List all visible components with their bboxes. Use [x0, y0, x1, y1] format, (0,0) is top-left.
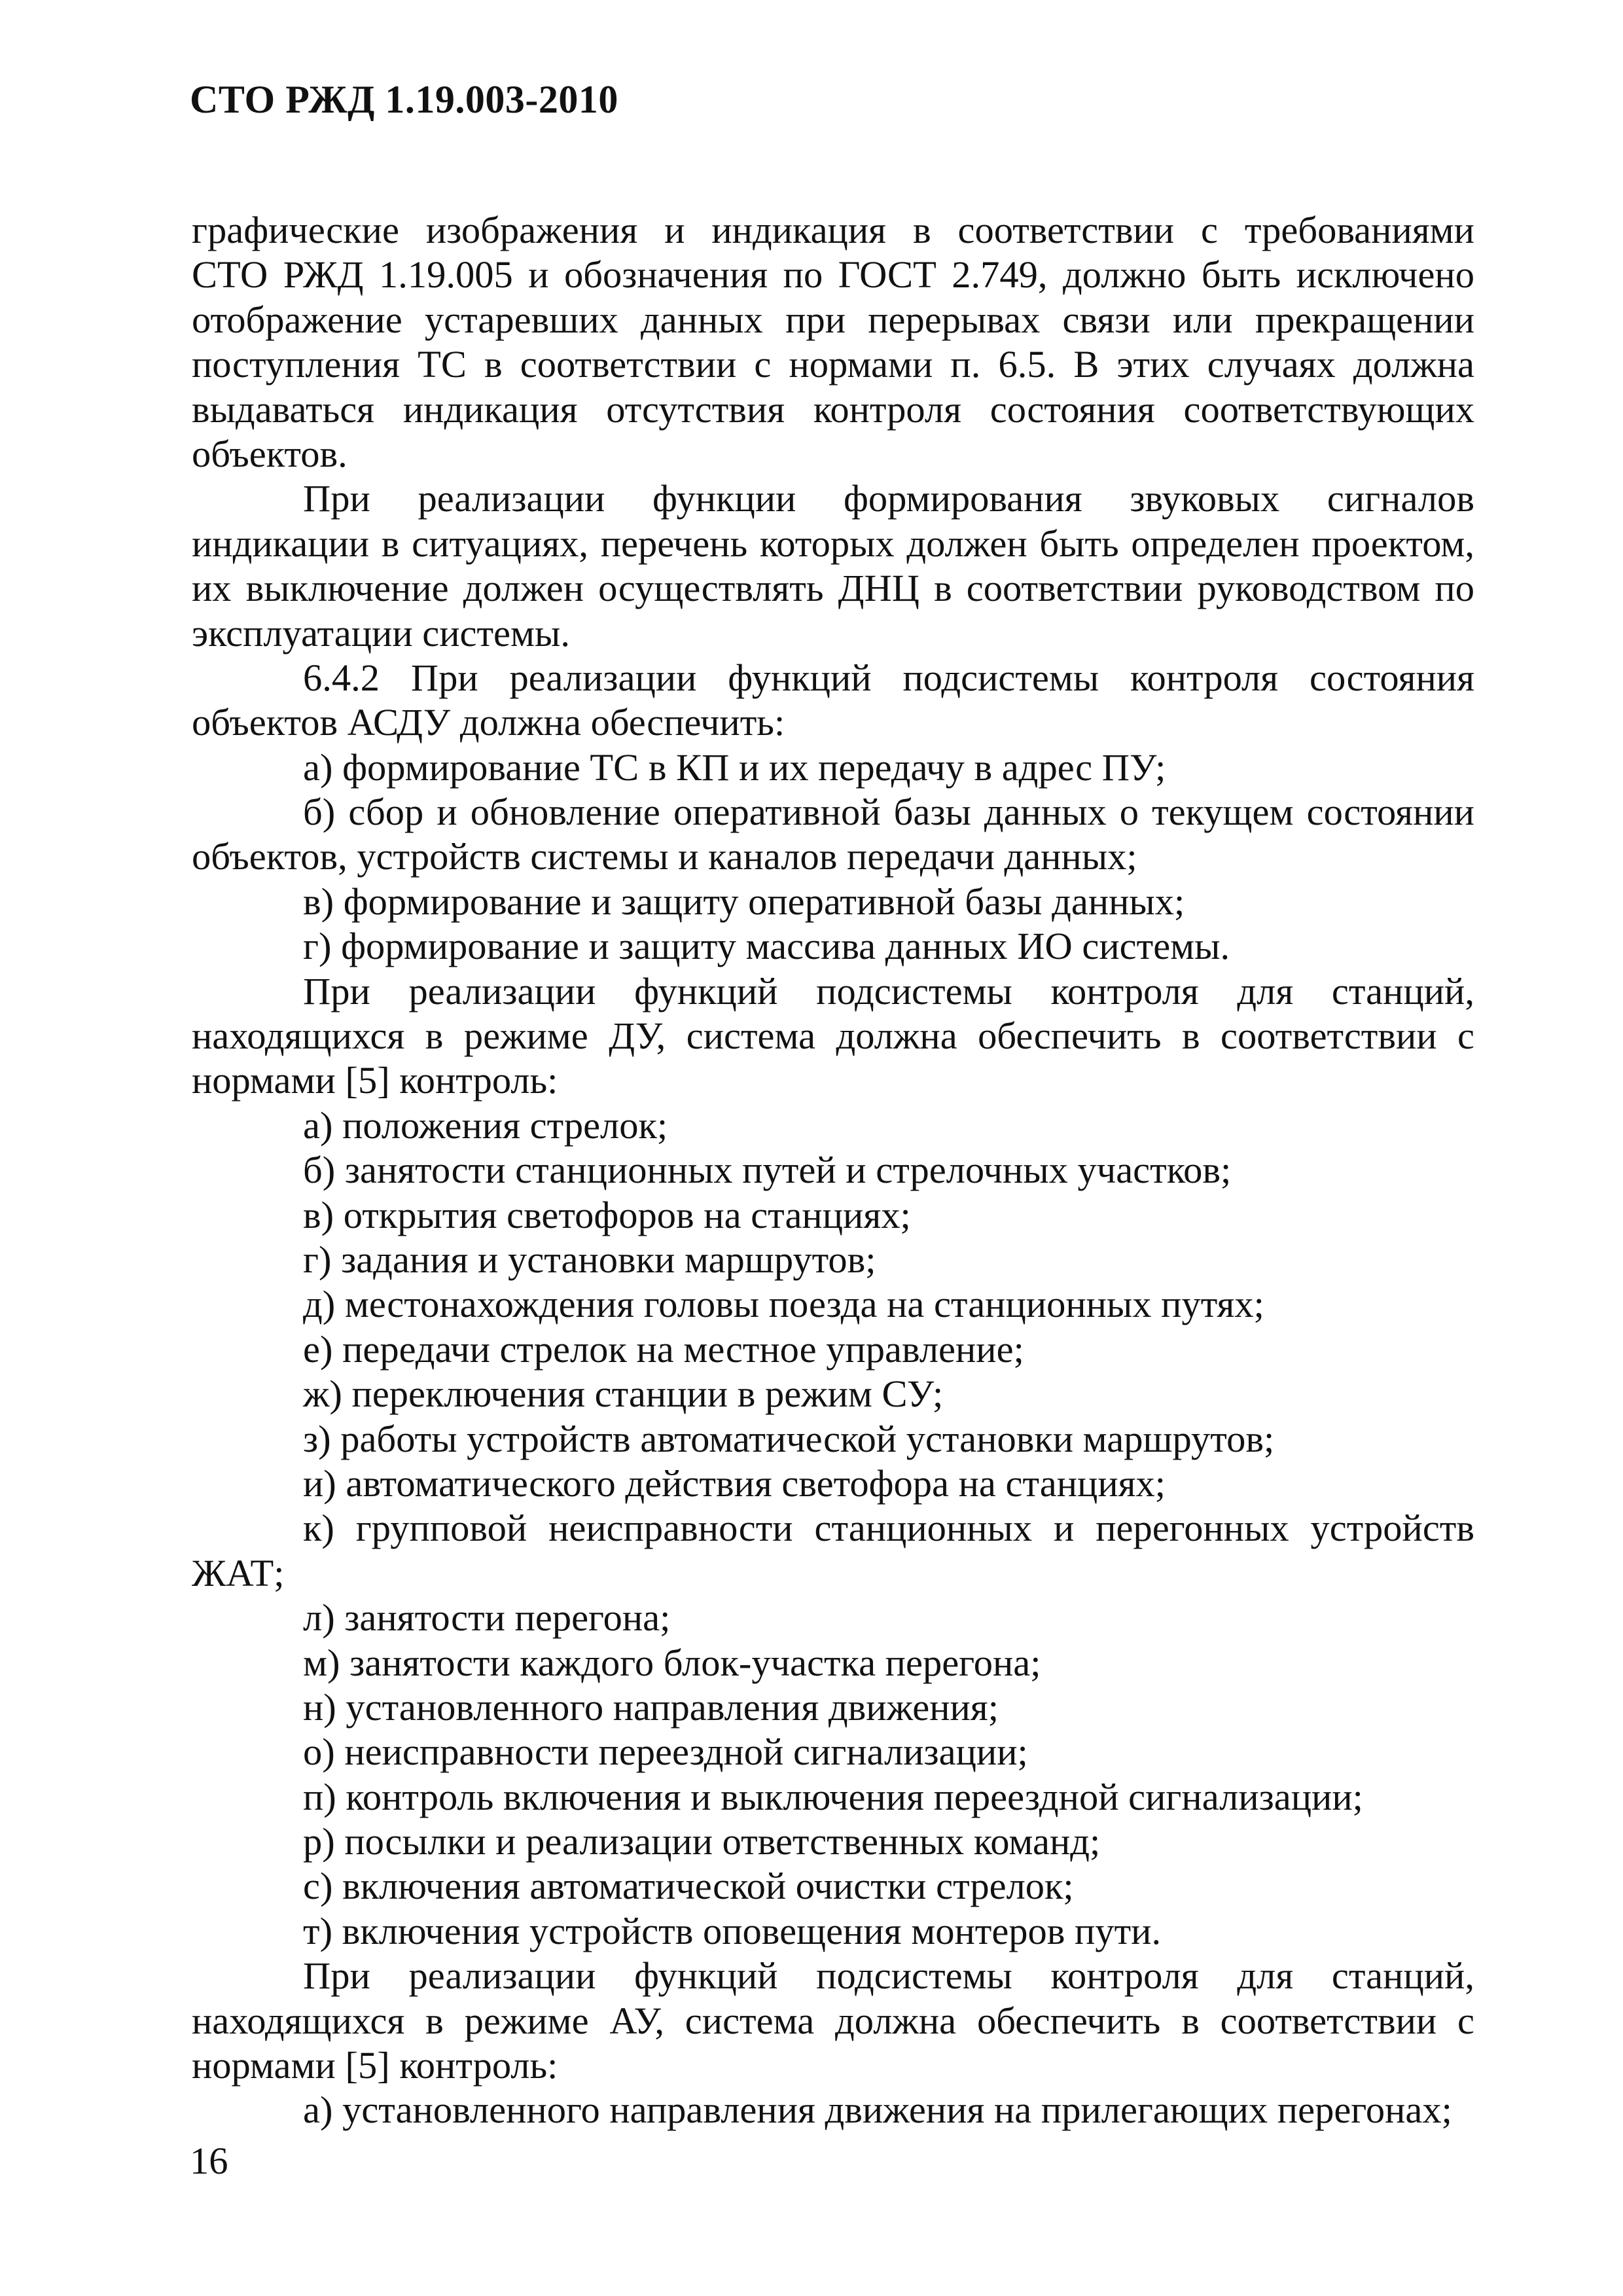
list-item: о) неисправности переездной сигнализации;: [303, 1731, 1028, 1774]
list-item: г) задания и установки маршрутов;: [303, 1238, 876, 1281]
text-line: выдаваться индикация отсутствия контроля состояния соответствующих: [192, 387, 1474, 431]
list-item: в) открытия светофоров на станциях;: [303, 1193, 911, 1236]
list-item: п) контроль включения и выключения переездной сигнализации;: [303, 1775, 1363, 1818]
list-item: р) посылки и реализации ответственных команд;: [303, 1820, 1101, 1863]
text-line: находящихся в режиме АУ, система должна обеспечить в соответствии с: [192, 1999, 1474, 2042]
text-line: поступления ТС в соответствии с нормами п. 6.5. В этих случаях должна: [192, 343, 1474, 386]
text-line: объектов, устройств системы и каналов передачи данных;: [192, 835, 1137, 878]
text-line: их выключение должен осуществлять ДНЦ в соответствии руководством по: [192, 567, 1474, 610]
list-item: н) установленного направления движения;: [303, 1685, 999, 1729]
text-line: отображение устаревших данных при перерывах связи или прекращении: [192, 298, 1474, 341]
list-item: с) включения автоматической очистки стрелок;: [303, 1865, 1074, 1908]
text-line: эксплуатации системы.: [192, 611, 570, 655]
text-line: графические изображения и индикация в соответствии с требованиями: [192, 209, 1474, 251]
text-line: ЖАТ;: [192, 1551, 285, 1594]
text-line: При реализации функции формирования звуковых сигналов: [303, 477, 1474, 520]
text-line: нормами [5] контроль:: [192, 2044, 558, 2087]
list-item: в) формирование и защиту оперативной базы данных;: [303, 880, 1185, 923]
list-item: т) включения устройств оповещения монтеров пути.: [303, 1909, 1162, 1952]
list-item: к) групповой неисправности станционных и перегонных устройств: [303, 1507, 1474, 1550]
text-line: объектов.: [192, 432, 348, 475]
list-item: з) работы устройств автоматической установки маршрутов;: [303, 1417, 1275, 1460]
list-item: ж) переключения станции в режим СУ;: [303, 1372, 944, 1416]
text-line: нормами [5] контроль:: [192, 1059, 558, 1102]
section-heading-line: 6.4.2 При реализации функций подсистемы контроля состояния: [303, 656, 1474, 699]
list-item: г) формирование и защиту массива данных ИО системы.: [303, 925, 1230, 968]
document-header: СТО РЖД 1.19.003-2010: [190, 78, 618, 121]
list-item: б) сбор и обновление оперативной базы данных о текущем состоянии: [303, 791, 1474, 834]
page-number: 16: [190, 2140, 228, 2182]
document-body: [192, 208, 1474, 2133]
text-line: индикации в ситуациях, перечень которых должен быть определен проектом,: [192, 522, 1474, 565]
text-line: СТО РЖД 1.19.005 и обозначения по ГОСТ 2.749, должно быть исключено: [192, 253, 1474, 296]
text-line: При реализации функций подсистемы контроля для станций,: [303, 1954, 1474, 1998]
list-item: а) установленного направления движения на прилегающих перегонах;: [303, 2089, 1452, 2132]
list-item: б) занятости станционных путей и стрелочных участков;: [303, 1149, 1232, 1192]
text-line: объектов АСДУ должна обеспечить:: [192, 701, 785, 744]
list-item: а) формирование ТС в КП и их передачу в адрес ПУ;: [303, 745, 1166, 789]
text-line: При реализации функций подсистемы контроля для станций,: [303, 969, 1474, 1013]
list-item: е) передачи стрелок на местное управление;: [303, 1327, 1024, 1371]
list-item: л) занятости перегона;: [303, 1596, 671, 1640]
list-item: и) автоматического действия светофора на станциях;: [303, 1462, 1166, 1505]
list-item: а) положения стрелок;: [303, 1103, 668, 1147]
list-item: д) местонахождения головы поезда на станционных путях;: [303, 1283, 1264, 1326]
text-line: находящихся в режиме ДУ, система должна обеспечить в соответствии с: [192, 1014, 1474, 1058]
list-item: м) занятости каждого блок-участка перегона;: [303, 1641, 1041, 1684]
